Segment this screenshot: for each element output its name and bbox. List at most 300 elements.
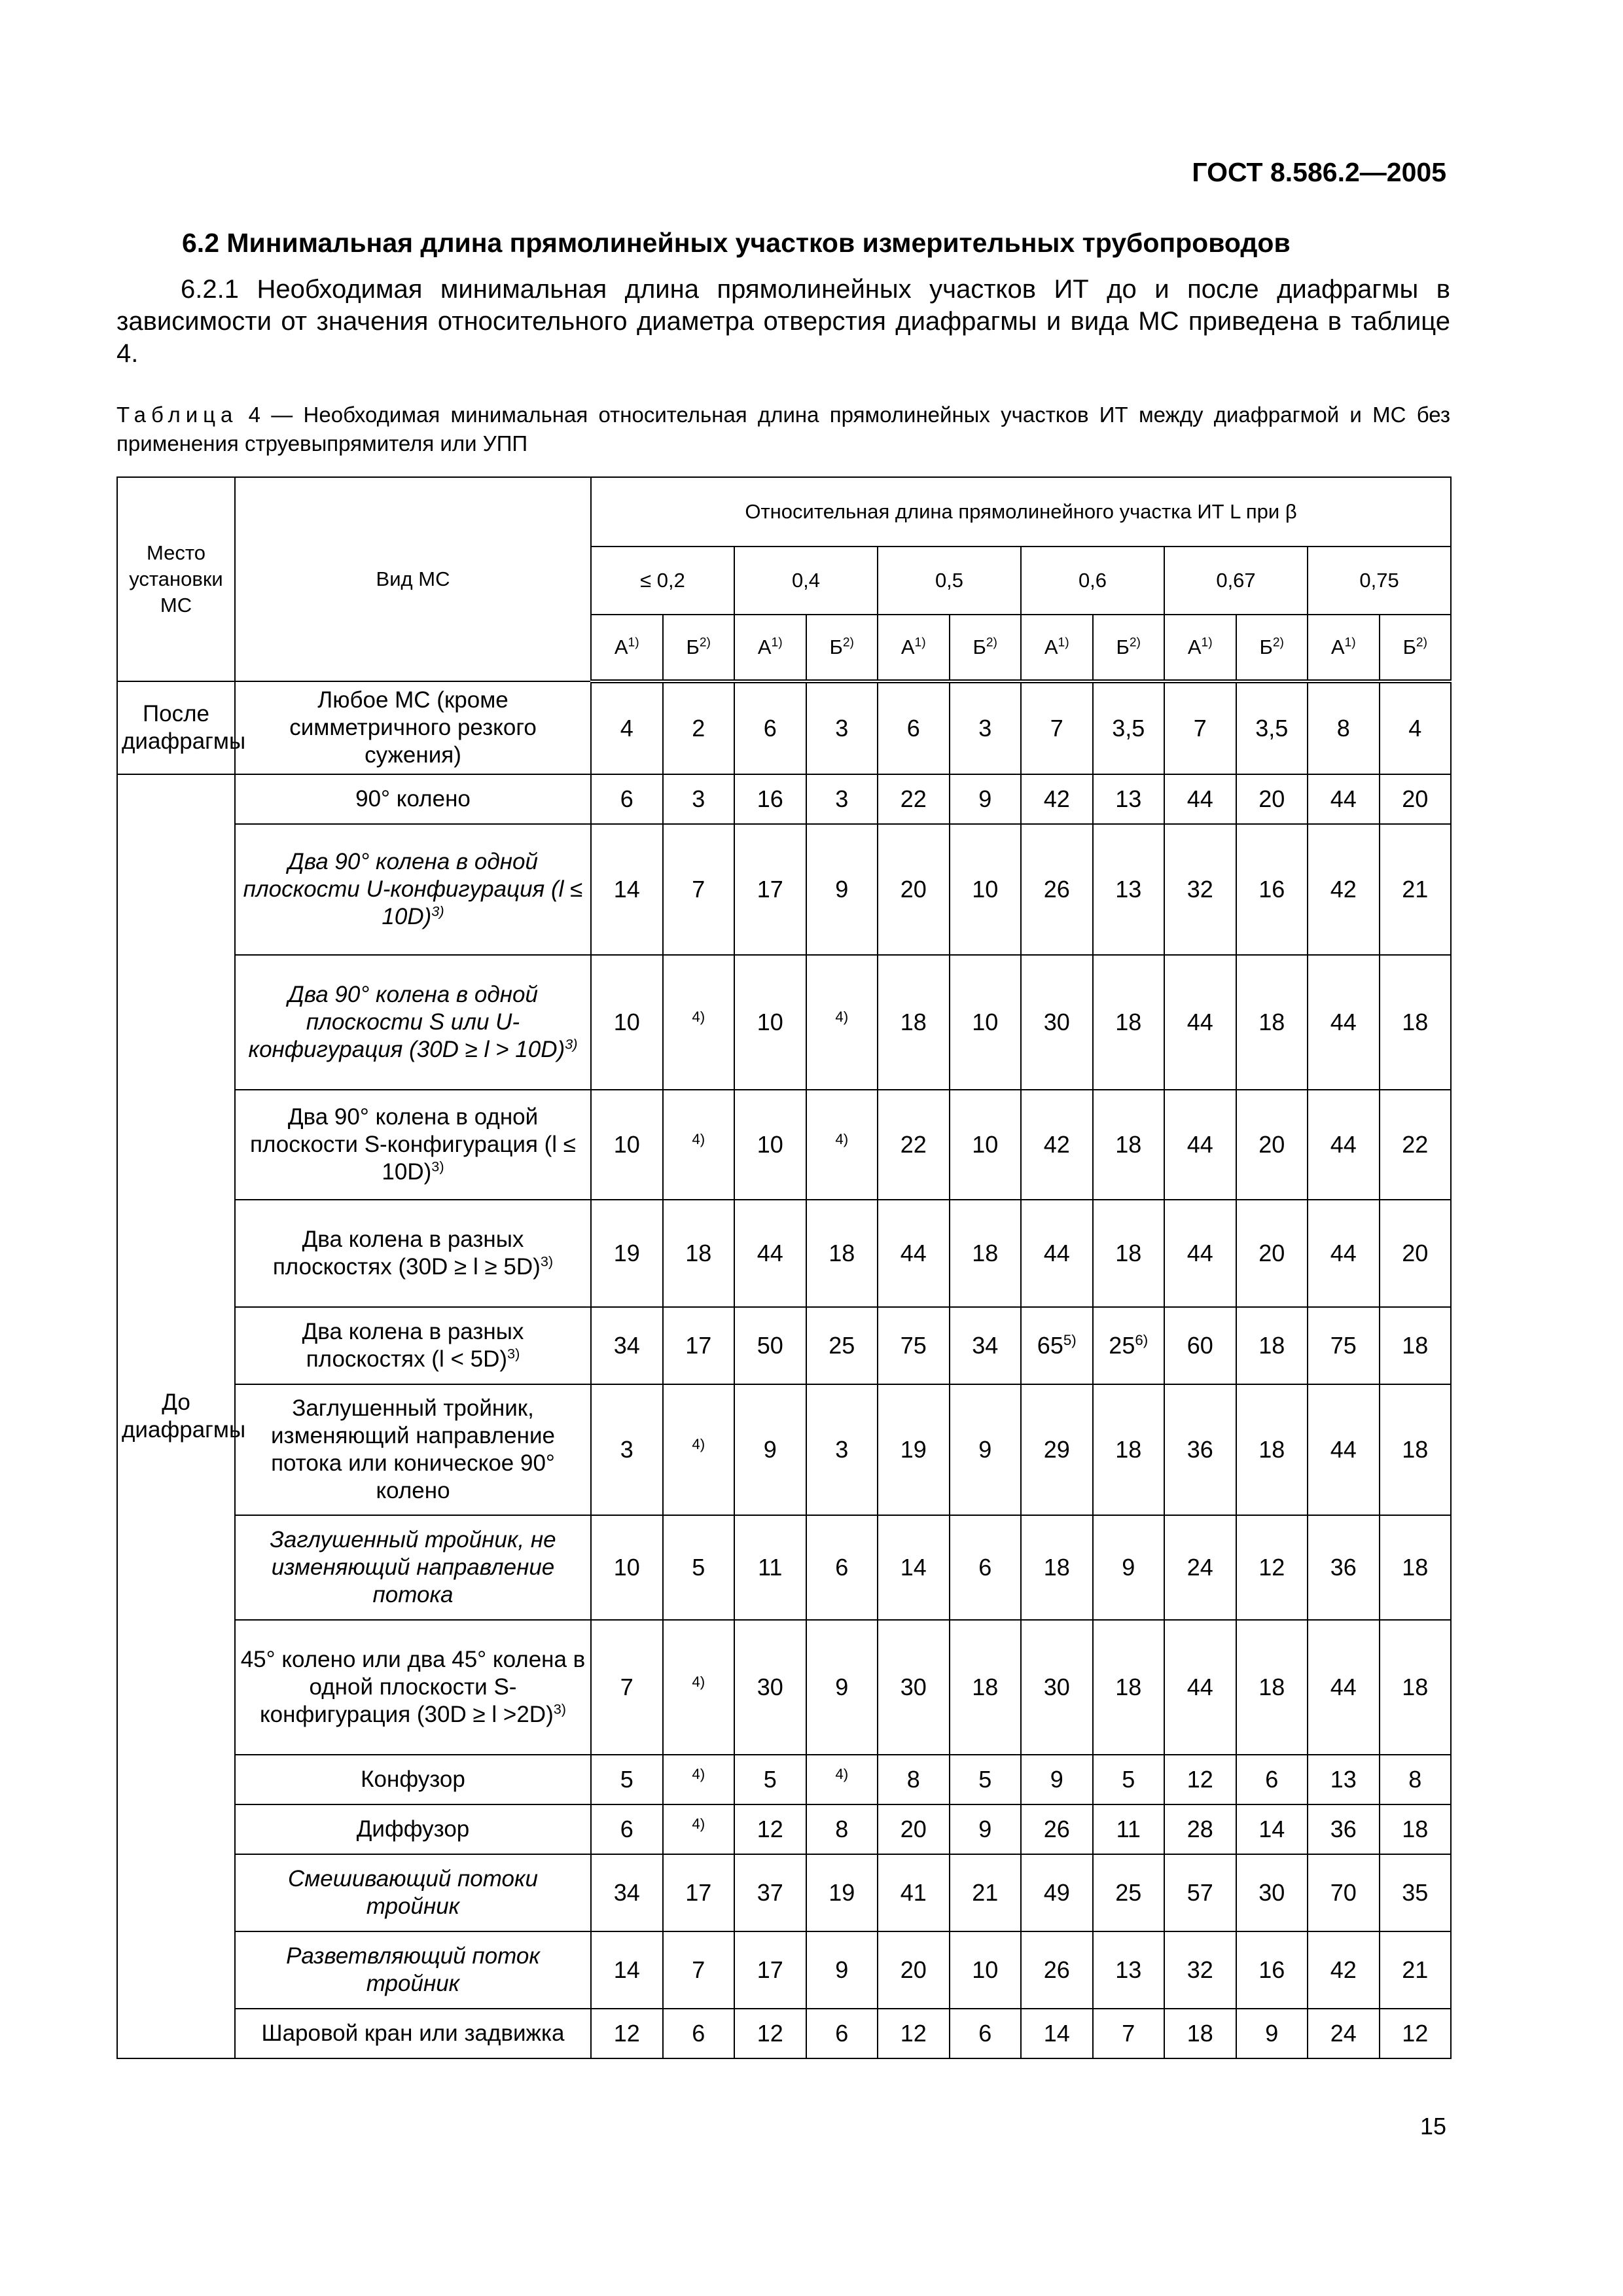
value-text: 7: [1050, 715, 1063, 742]
value-text: 6: [835, 1554, 849, 1581]
fitting-kind: [235, 2009, 591, 2058]
value-text: 20: [1258, 785, 1285, 812]
fitting-kind-note: 3): [553, 1700, 567, 1717]
value-text: 30: [900, 1674, 927, 1700]
value-cell: [663, 1931, 735, 2009]
value-cell: [591, 1755, 663, 1804]
value-note: 4): [692, 1674, 705, 1690]
fitting-kind-label: Конфузор: [361, 1767, 465, 1792]
value-cell: [878, 1307, 950, 1384]
value-text: 20: [1258, 1240, 1285, 1266]
header-beta: 0,6: [1021, 547, 1164, 615]
header-sub-a-label: А: [1044, 636, 1058, 658]
value-text: 18: [1258, 1009, 1285, 1035]
value-cell: [1380, 1755, 1452, 1804]
value-cell: [806, 1515, 878, 1620]
value-text: 20: [1402, 1240, 1429, 1266]
header-sub-a-label: А: [901, 636, 915, 658]
value-cell: [1093, 2009, 1165, 2058]
value-text: 26: [1043, 1816, 1070, 1842]
value-note: 4): [692, 1816, 705, 1832]
value-cell: [806, 1931, 878, 2009]
value-text: 6: [1265, 1766, 1279, 1793]
value-note: 4): [835, 1131, 849, 1147]
value-text: 14: [900, 1554, 927, 1581]
value-cell: [806, 1384, 878, 1515]
value-cell: [1380, 824, 1452, 955]
value-text: 18: [972, 1240, 999, 1266]
value-cell: [806, 774, 878, 824]
fitting-kind-label: Разветвляющий поток тройник: [286, 1943, 540, 1996]
header-sub-b-note: 2): [986, 636, 997, 650]
value-cell: [663, 2009, 735, 2058]
value-cell: [1093, 1384, 1165, 1515]
straight-length-table: [116, 476, 1452, 2059]
value-text: 8: [1336, 715, 1350, 742]
value-text: 8: [1408, 1766, 1422, 1793]
value-text: 9: [835, 876, 849, 903]
value-cell: [663, 1090, 735, 1200]
value-cell: [878, 955, 950, 1090]
value-cell: [1308, 1854, 1380, 1931]
value-cell: [1093, 1854, 1165, 1931]
value-text: 18: [1043, 1554, 1070, 1581]
value-text: 14: [1043, 2020, 1070, 2047]
value-cell: [1021, 774, 1093, 824]
fitting-kind: [235, 1854, 591, 1931]
value-text: 14: [1258, 1816, 1285, 1842]
value-text: 3,5: [1112, 715, 1145, 742]
value-cell: [1236, 2009, 1308, 2058]
value-cell: [1380, 955, 1452, 1090]
value-cell: [950, 1090, 1022, 1200]
value-text: 6: [620, 1816, 633, 1842]
value-text: 10: [972, 1009, 999, 1035]
value-cell: [950, 681, 1022, 774]
value-cell: [591, 1854, 663, 1931]
fitting-kind-label: 45° колено или два 45° колена в одной плоскости S-конфигурация (30D ≥ l >2D): [240, 1647, 586, 1727]
value-cell: [1021, 1384, 1093, 1515]
value-text: 18: [1115, 1131, 1142, 1158]
value-text: 28: [1186, 1816, 1213, 1842]
value-cell: [878, 1620, 950, 1755]
table-row: [117, 774, 1451, 824]
value-cell: [1380, 1384, 1452, 1515]
fitting-kind-label: 90° колено: [355, 786, 471, 812]
value-text: 5: [978, 1766, 992, 1793]
value-cell: [734, 1804, 806, 1854]
value-cell: [878, 774, 950, 824]
value-cell: [663, 1620, 735, 1755]
value-cell: [806, 681, 878, 774]
value-text: 44: [1186, 1131, 1213, 1158]
value-cell: [591, 1307, 663, 1384]
header-sub-a-note: 1): [771, 636, 783, 650]
location-after: После диафрагмы: [117, 681, 235, 774]
value-text: 3: [835, 785, 849, 812]
header-sub-b-label: Б: [972, 636, 986, 658]
value-text: 34: [613, 1332, 640, 1359]
value-cell: [1093, 1755, 1165, 1804]
value-cell: [1308, 1515, 1380, 1620]
value-text: 21: [972, 1879, 999, 1906]
header-sub-a: [878, 615, 950, 681]
value-cell: [1380, 1090, 1452, 1200]
value-cell: [1093, 681, 1165, 774]
value-cell: [1164, 1620, 1236, 1755]
value-text: 17: [757, 876, 783, 903]
fitting-kind-label: Шаровой кран или задвижка: [261, 2020, 565, 2046]
value-cell: [950, 1200, 1022, 1307]
header-sub-b: [1093, 615, 1165, 681]
value-text: 11: [758, 1554, 783, 1581]
value-text: 30: [1258, 1879, 1285, 1906]
value-cell: [878, 1804, 950, 1854]
value-text: 44: [1330, 785, 1357, 812]
value-cell: [1021, 955, 1093, 1090]
value-text: 22: [900, 785, 927, 812]
value-text: 13: [1330, 1766, 1357, 1793]
value-text: 19: [900, 1436, 927, 1463]
value-cell: [1021, 1307, 1093, 1384]
value-cell: [1093, 955, 1165, 1090]
value-cell: [1093, 774, 1165, 824]
value-note: 4): [835, 1009, 849, 1025]
value-cell: [734, 1515, 806, 1620]
fitting-kind-label: Два колена в разных плоскостях (l < 5D): [302, 1319, 524, 1372]
value-cell: [1164, 2009, 1236, 2058]
value-note: 4): [835, 1766, 849, 1782]
value-text: 20: [900, 876, 927, 903]
header-sub-a-label: А: [1330, 636, 1345, 658]
value-cell: [1236, 1620, 1308, 1755]
value-text: 6: [692, 2020, 705, 2047]
value-cell: [950, 1755, 1022, 1804]
value-text: 37: [757, 1879, 783, 1906]
value-text: 9: [978, 1816, 992, 1842]
value-cell: [1380, 2009, 1452, 2058]
value-text: 18: [1402, 1436, 1429, 1463]
header-sub-a: [1308, 615, 1380, 681]
value-cell: [734, 955, 806, 1090]
header-sub-a-note: 1): [628, 636, 639, 650]
value-cell: [1093, 1090, 1165, 1200]
value-text: 44: [1186, 785, 1213, 812]
value-cell: [1308, 2009, 1380, 2058]
value-text: 75: [900, 1332, 927, 1359]
header-sub-a: [734, 615, 806, 681]
value-cell: [1308, 1200, 1380, 1307]
value-cell: [1093, 1931, 1165, 2009]
value-text: 44: [1043, 1240, 1070, 1266]
page-number: 15: [1419, 2113, 1446, 2140]
value-text: 44: [1330, 1131, 1357, 1158]
header-sub-a-label: А: [757, 636, 772, 658]
fitting-kind-label: Любое МС (кроме симметричного резкого сужения): [289, 687, 537, 768]
value-text: 2: [692, 715, 705, 742]
value-text: 18: [1402, 1554, 1429, 1581]
section-paragraph: 6.2.1 Необходимая минимальная длина прямолинейных участков ИТ до и после диафрагмы в зависимости от значения относительного диаметра отверстия диафрагмы и вида МС приведена в таблице 4.: [116, 275, 1450, 368]
value-cell: [1093, 1307, 1165, 1384]
value-cell: [950, 1384, 1022, 1515]
value-cell: [878, 1090, 950, 1200]
value-cell: [1164, 774, 1236, 824]
value-text: 5: [692, 1554, 705, 1581]
value-cell: [1308, 1307, 1380, 1384]
value-text: 9: [763, 1436, 777, 1463]
value-text: 19: [613, 1240, 640, 1266]
fitting-kind-note: 3): [431, 903, 444, 920]
value-text: 36: [1330, 1554, 1357, 1581]
value-text: 6: [763, 715, 777, 742]
value-text: 3: [835, 715, 849, 742]
value-text: 26: [1043, 876, 1070, 903]
value-cell: [1308, 681, 1380, 774]
value-cell: [663, 824, 735, 955]
table-row: [117, 1804, 1451, 1854]
value-text: 50: [757, 1332, 783, 1359]
value-text: 25: [1115, 1879, 1142, 1906]
value-cell: [1164, 1307, 1236, 1384]
header-sub-b-note: 2): [1129, 636, 1141, 650]
table-row: [117, 1620, 1451, 1755]
fitting-kind-label: Заглушенный тройник, изменяющий направление потока или коническое 90° колено: [271, 1395, 555, 1503]
value-text: 18: [1186, 2020, 1213, 2047]
table-row: [117, 824, 1451, 955]
fitting-kind-label: Два колена в разных плоскостях (30D ≥ l ≥ 5D): [272, 1227, 541, 1280]
header-sub-b: [950, 615, 1022, 681]
value-text: 12: [900, 2020, 927, 2047]
value-note: 4): [692, 1009, 705, 1025]
value-cell: [950, 1515, 1022, 1620]
value-text: 10: [757, 1131, 783, 1158]
value-text: 70: [1330, 1879, 1357, 1906]
value-cell: [663, 1755, 735, 1804]
value-cell: [663, 774, 735, 824]
header-sub-b-label: Б: [829, 636, 843, 658]
value-cell: [950, 1931, 1022, 2009]
fitting-kind-label: Два 90° колена в одной плоскости S-конфигурация (l ≤ 10D): [250, 1104, 576, 1185]
value-text: 10: [613, 1131, 640, 1158]
value-cell: [1236, 1090, 1308, 1200]
header-sub-b-note: 2): [1272, 636, 1284, 650]
value-cell: [1236, 1307, 1308, 1384]
value-text: 18: [685, 1240, 712, 1266]
value-cell: [878, 1200, 950, 1307]
fitting-kind: [235, 1804, 591, 1854]
value-text: 9: [1050, 1766, 1063, 1793]
value-cell: [1236, 1200, 1308, 1307]
fitting-kind-label: Два 90° колена в одной плоскости U-конфигурация (l ≤ 10D): [243, 849, 583, 929]
fitting-kind: [235, 1515, 591, 1620]
value-cell: [878, 2009, 950, 2058]
value-cell: [1380, 1515, 1452, 1620]
value-cell: [1308, 1931, 1380, 2009]
value-cell: [1236, 955, 1308, 1090]
value-text: 9: [835, 1956, 849, 1983]
value-cell: [591, 681, 663, 774]
value-cell: [806, 1755, 878, 1804]
value-cell: [734, 774, 806, 824]
value-cell: [950, 1854, 1022, 1931]
header-sub-a-note: 1): [1058, 636, 1069, 650]
value-cell: [663, 1804, 735, 1854]
value-cell: [1380, 1307, 1452, 1384]
value-cell: [806, 2009, 878, 2058]
value-cell: [1164, 1854, 1236, 1931]
value-text: 10: [613, 1554, 640, 1581]
value-text: 13: [1115, 1956, 1142, 1983]
value-text: 18: [972, 1674, 999, 1700]
value-text: 9: [835, 1674, 849, 1700]
value-text: 20: [1258, 1131, 1285, 1158]
value-text: 3: [620, 1436, 633, 1463]
value-text: 57: [1186, 1879, 1213, 1906]
value-text: 44: [1330, 1240, 1357, 1266]
value-cell: [878, 1931, 950, 2009]
value-cell: [1093, 824, 1165, 955]
value-text: 8: [835, 1816, 849, 1842]
value-cell: [1308, 824, 1380, 955]
header-sub-a: [591, 615, 663, 681]
value-cell: [734, 1200, 806, 1307]
value-cell: [1236, 681, 1308, 774]
value-text: 18: [1258, 1436, 1285, 1463]
value-cell: [1164, 681, 1236, 774]
header-beta: 0,67: [1164, 547, 1308, 615]
value-cell: [1308, 1804, 1380, 1854]
value-cell: [591, 774, 663, 824]
value-cell: [878, 1755, 950, 1804]
value-text: 10: [972, 876, 999, 903]
value-cell: [1164, 1090, 1236, 1200]
value-cell: [734, 1384, 806, 1515]
table-row: [117, 2009, 1451, 2058]
value-text: 6: [620, 785, 633, 812]
value-text: 18: [1258, 1332, 1285, 1359]
header-sub-b-label: Б: [686, 636, 700, 658]
value-text: 20: [900, 1956, 927, 1983]
value-text: 19: [829, 1879, 855, 1906]
value-text: 14: [613, 876, 640, 903]
value-text: 12: [1258, 1554, 1285, 1581]
value-cell: [806, 1200, 878, 1307]
value-text: 44: [757, 1240, 783, 1266]
value-cell: [950, 1804, 1022, 1854]
table-row: [117, 1090, 1451, 1200]
header-beta: 0,5: [878, 547, 1021, 615]
value-text: 4: [620, 715, 633, 742]
table-caption-text: 4 — Необходимая минимальная относительная длина прямолинейных участков ИТ между диафрагмой и МС без применения струевыпрямителя или УПП: [116, 403, 1450, 456]
value-text: 6: [906, 715, 920, 742]
value-text: 16: [757, 785, 783, 812]
value-cell: [1021, 1090, 1093, 1200]
value-cell: [663, 1307, 735, 1384]
value-cell: [734, 1620, 806, 1755]
value-cell: [1021, 1755, 1093, 1804]
value-cell: [1308, 1620, 1380, 1755]
section-title: 6.2 Минимальная длина прямолинейных участков измерительных трубопроводов: [182, 228, 1291, 258]
value-text: 21: [1402, 876, 1429, 903]
value-text: 42: [1330, 876, 1357, 903]
value-cell: [1021, 681, 1093, 774]
value-text: 29: [1043, 1436, 1070, 1463]
table-row: [117, 955, 1451, 1090]
value-cell: [1021, 1620, 1093, 1755]
fitting-kind: [235, 1200, 591, 1307]
table-row: [117, 1515, 1451, 1620]
value-text: 18: [1115, 1674, 1142, 1700]
value-cell: [734, 824, 806, 955]
value-text: 44: [1330, 1436, 1357, 1463]
value-cell: [734, 1931, 806, 2009]
table-row: [117, 1931, 1451, 2009]
value-text: 5: [763, 1766, 777, 1793]
value-text: 16: [1258, 876, 1285, 903]
fitting-kind-label: Два 90° колена в одной плоскости S или U-конфигурация (30D ≥ l > 10D): [248, 982, 565, 1062]
table-row: [117, 1755, 1451, 1804]
fitting-kind: [235, 1755, 591, 1804]
value-cell: [1164, 955, 1236, 1090]
value-text: 17: [757, 1956, 783, 1983]
value-text: 12: [1402, 2020, 1429, 2047]
fitting-kind: [235, 681, 591, 774]
value-text: 18: [1258, 1674, 1285, 1700]
value-text: 8: [906, 1766, 920, 1793]
value-cell: [1380, 1200, 1452, 1307]
value-text: 9: [1122, 1554, 1135, 1581]
value-cell: [663, 1384, 735, 1515]
value-cell: [663, 955, 735, 1090]
value-cell: [1308, 774, 1380, 824]
fitting-kind-label: Смешивающий потоки тройник: [288, 1866, 538, 1919]
value-text: 12: [757, 1816, 783, 1842]
value-cell: [1093, 1515, 1165, 1620]
value-cell: [950, 2009, 1022, 2058]
value-cell: [950, 1307, 1022, 1384]
header-sub-a-note: 1): [1201, 636, 1213, 650]
value-text: 3: [835, 1436, 849, 1463]
fitting-kind: [235, 1307, 591, 1384]
header-sub-b-note: 2): [699, 636, 711, 650]
value-cell: [663, 1200, 735, 1307]
value-text: 7: [692, 1956, 705, 1983]
value-text: 75: [1330, 1332, 1357, 1359]
value-text: 3: [692, 785, 705, 812]
value-cell: [1021, 1804, 1093, 1854]
value-cell: [734, 1090, 806, 1200]
value-cell: [878, 681, 950, 774]
value-cell: [1093, 1620, 1165, 1755]
value-text: 44: [1186, 1240, 1213, 1266]
table-row: [117, 681, 1451, 774]
value-cell: [1236, 1384, 1308, 1515]
value-cell: [1380, 1931, 1452, 2009]
header-sub-b: [806, 615, 878, 681]
value-cell: [1164, 1755, 1236, 1804]
value-text: 13: [1115, 785, 1142, 812]
value-cell: [1021, 1515, 1093, 1620]
value-cell: [591, 1090, 663, 1200]
value-text: 6: [978, 2020, 992, 2047]
value-cell: [591, 1931, 663, 2009]
value-text: 25: [829, 1332, 855, 1359]
header-sub-a-note: 1): [914, 636, 926, 650]
value-cell: [591, 1804, 663, 1854]
header-sub-b-label: Б: [1116, 636, 1130, 658]
header-kind: Вид МС: [235, 477, 591, 681]
value-note: 4): [692, 1131, 705, 1147]
